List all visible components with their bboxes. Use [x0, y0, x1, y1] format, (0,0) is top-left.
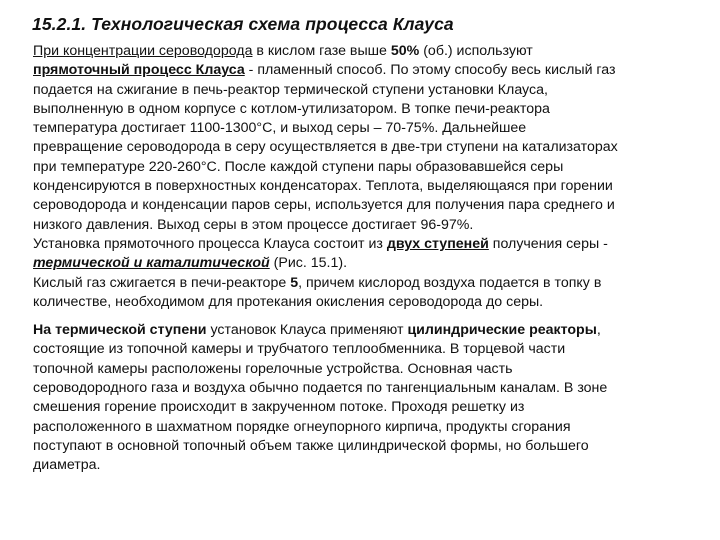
text-line: температура достигает 1100-1300°С, и выход серы – 70-75%. Дальнейшее: [33, 120, 527, 137]
text-line: смешения горение происходит в закрученном потоке. Проходя решетку из: [33, 399, 525, 416]
bold-value: 5: [290, 274, 299, 291]
underlined-term: При концентрации сероводорода: [33, 43, 253, 59]
bold-term: цилиндрические реакторы: [407, 322, 597, 339]
text-line: [33, 321, 713, 340]
slide-body: [33, 42, 713, 476]
slide-title: 15.2.1. Технологическая схема процесса Клауса: [32, 14, 454, 34]
text-line: топочной камеры расположены горелочные устройства. Основная часть: [33, 360, 513, 377]
text-line: поступают в основной топочный объем также цилиндрической формы, но большего: [33, 437, 589, 454]
text-run: , причем кислород воздуха подается в топку в: [298, 274, 602, 291]
text-line: [33, 274, 713, 293]
text-line: [33, 235, 713, 254]
bold-underlined-term: двух ступеней: [386, 235, 489, 252]
text-line: состоящие из топочной камеры и трубчатого теплообменника. В торцевой части: [33, 341, 566, 358]
text-run: - пламенный способ. По этому способу весь кислый газ: [244, 62, 616, 79]
text-line: выполненную в одном корпусе с котлом-утилизатором. В топке печи-реактора: [33, 100, 550, 117]
text-run: установок Клауса применяют: [206, 322, 408, 339]
text-line: [33, 61, 713, 80]
bold-value: 50%: [390, 43, 420, 59]
text-line: диаметра.: [33, 457, 101, 474]
text-line: сероводородного газа и воздуха обычно подается по тангенциальным каналам. В зоне: [33, 380, 608, 397]
text-line: низкого давления. Выход серы в этом процессе достигает 96-97%.: [33, 216, 474, 233]
text-line: [33, 42, 713, 61]
text-line: расположенного в шахматном порядке огнеупорного кирпича, продукты сгорания: [33, 418, 571, 435]
bold-underlined-term: прямоточный процесс Клауса: [33, 62, 245, 79]
paragraph-1: [33, 42, 713, 312]
text-run: (об.) используют: [419, 43, 533, 59]
text-line: сероводорода и конденсации паров серы, используется для получения пара среднего и: [33, 197, 615, 214]
text-run: (Рис. 15.1).: [269, 255, 348, 272]
text-run: Установка прямоточного процесса Клауса состоит из: [33, 235, 387, 252]
text-run: в кислом газе выше: [252, 43, 391, 59]
text-run: ,: [596, 322, 601, 339]
text-run: Кислый газ сжигается в печи-реакторе: [33, 274, 291, 291]
text-line: количестве, необходимом для протекания окисления сероводорода до серы.: [33, 293, 544, 310]
text-line: конденсируются в поверхностных конденсаторах. Теплота, выделяющаяся при горении: [33, 178, 613, 195]
text-line: [33, 254, 713, 273]
bold-italic-underlined-term: термической и каталитической: [33, 255, 270, 272]
bold-term: На термической ступени: [33, 322, 207, 339]
text-line: подается на сжигание в печь-реактор термической ступени установки Клауса,: [33, 81, 548, 98]
text-line: превращение сероводорода в серу осуществляется в две-три ступени на катализаторах: [33, 139, 618, 156]
text-run: получения серы -: [488, 235, 608, 252]
paragraph-2: [33, 321, 713, 475]
text-line: при температуре 220-260°С. После каждой ступени пары образовавшейся серы: [33, 158, 564, 175]
